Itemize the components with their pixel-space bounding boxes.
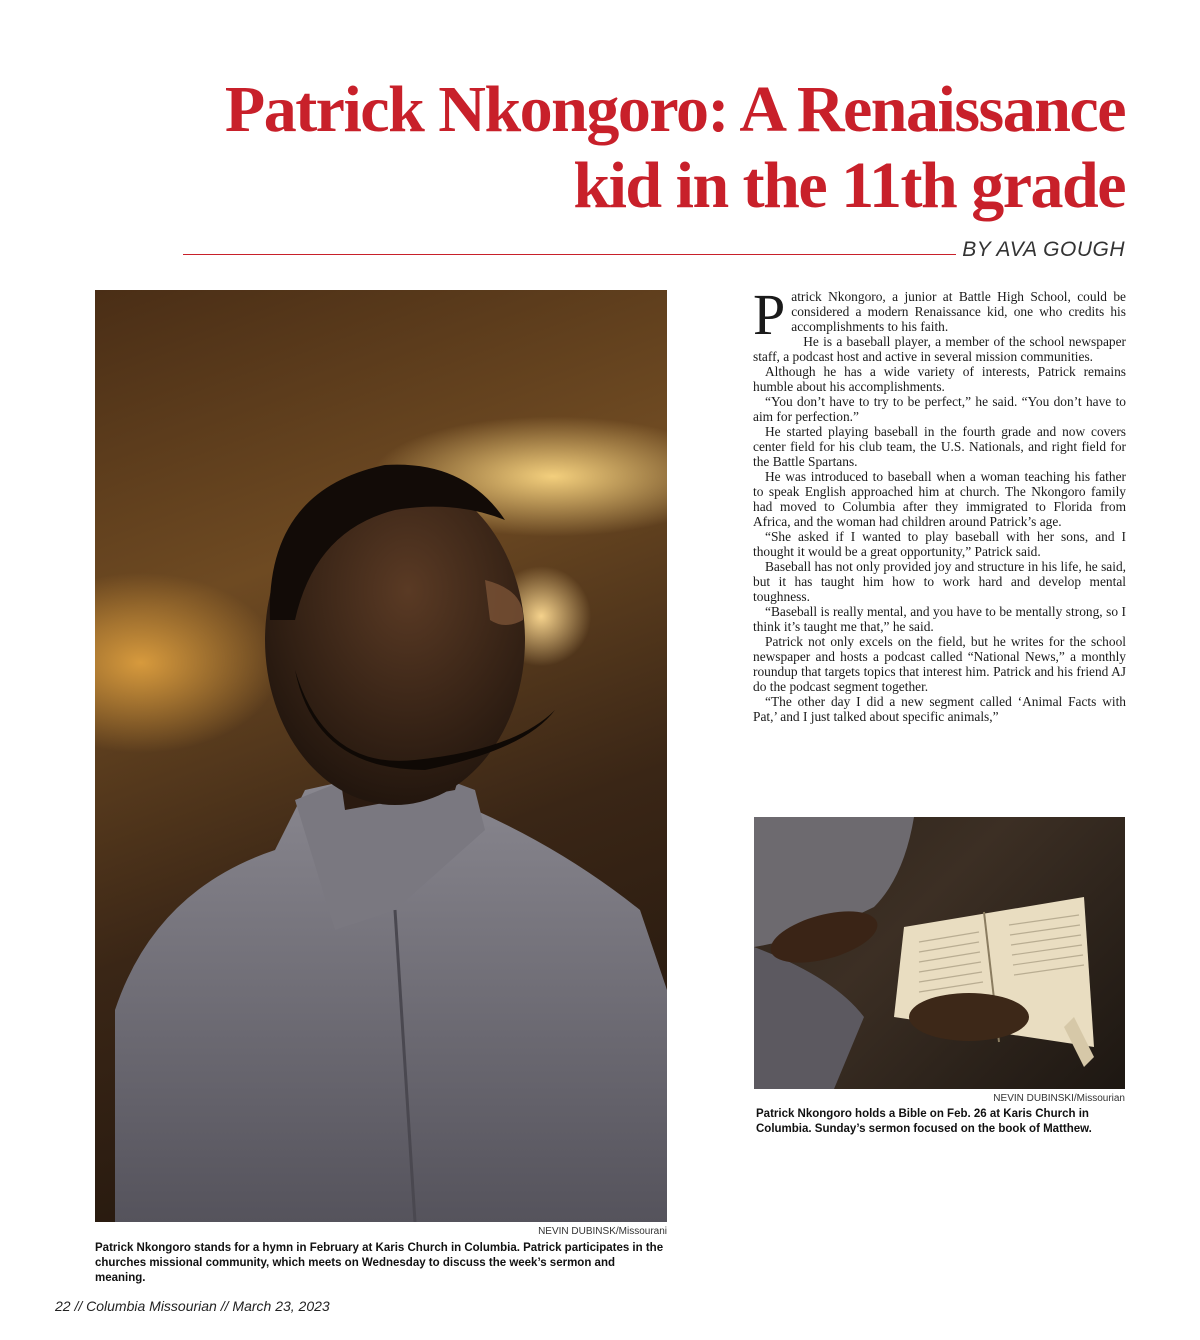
article-paragraph: Baseball has not only provided joy and structure in his life, he said, but it has taught him how to work hard and develop mental toughness. — [753, 559, 1126, 604]
article-paragraph: “Baseball is really mental, and you have to be mentally strong, so I think it’s taught me that,” he said. — [753, 604, 1126, 634]
side-photo-caption: Patrick Nkongoro holds a Bible on Feb. 26 at Karis Church in Columbia. Sunday’s sermon focused on the book of Matthew. — [756, 1108, 1092, 1135]
article-paragraph: Patrick Nkongoro, a junior at Battle High School, could be considered a modern Renaissance kid, one who credits his accomplishments to his faith. — [753, 282, 1126, 347]
byline: BY AVA GOUGH — [962, 238, 1125, 261]
article-paragraph: “You don’t have to try to be perfect,” he said. “You don’t have to aim for perfection.” — [753, 394, 1126, 424]
headline: Patrick Nkongoro: A Renaissance kid in the 11th grade — [224, 73, 1125, 222]
side-photo-credit: NEVIN DUBINSKI/Missourian — [993, 1093, 1125, 1104]
side-photo-illustration — [754, 817, 1125, 1089]
main-photo-illustration — [95, 290, 667, 1222]
page-footer: 22 // Columbia Missourian // March 23, 2023 — [55, 1298, 330, 1314]
article-paragraph: “The other day I did a new segment called ‘Animal Facts with Pat,’ and I just talked about specific animals,” — [753, 694, 1126, 724]
drop-cap: P — [753, 282, 786, 347]
headline-rule — [183, 254, 956, 255]
main-photo-credit: NEVIN DUBINSK/Missourani — [538, 1226, 667, 1237]
side-photo — [754, 817, 1125, 1089]
article-paragraph: Patrick not only excels on the field, but he writes for the school newspaper and hosts a podcast called “National News,” a monthly roundup that targets topics that interest him. Patrick and his friend AJ do the podcast segment together. — [753, 634, 1126, 694]
article-paragraph: He was introduced to baseball when a woman teaching his father to speak English approached him at church. The Nkongoro family had moved to Columbia after they immigrated to Florida from Africa, and the woman had children around Patrick’s age. — [753, 469, 1126, 529]
article-paragraph: He is a baseball player, a member of the school newspaper staff, a podcast host and active in several mission communities. — [753, 334, 1126, 364]
article-paragraph: He started playing baseball in the fourth grade and now covers center field for his club team, the U.S. Nationals, and right field for the Battle Spartans. — [753, 424, 1126, 469]
main-photo — [95, 290, 667, 1222]
article-body — [753, 282, 1126, 724]
article-paragraph: Although he has a wide variety of interests, Patrick remains humble about his accomplishments. — [753, 364, 1126, 394]
article-paragraph: “She asked if I wanted to play baseball with her sons, and I thought it would be a great opportunity,” Patrick said. — [753, 529, 1126, 559]
main-photo-caption: Patrick Nkongoro stands for a hymn in February at Karis Church in Columbia. Patrick participates in the churches missional community, which meets on Wednesday to discuss the week’s sermon and meaning. — [95, 1242, 664, 1284]
